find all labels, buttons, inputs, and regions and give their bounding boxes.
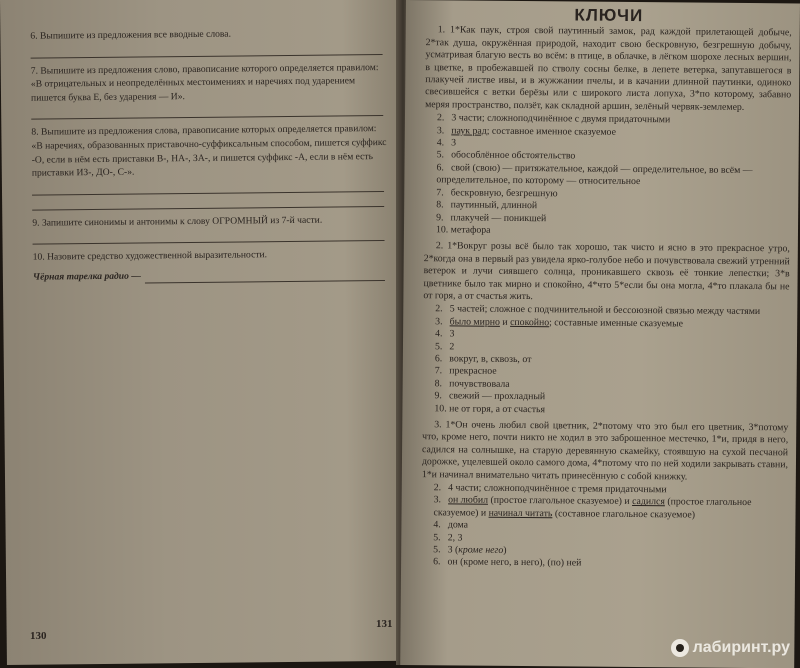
question-text: 10. Назовите средство художественной выразительности. — [32, 249, 268, 264]
answer-set — [424, 25, 792, 240]
answer-item-text: метафора — [450, 224, 491, 236]
answer-rule — [145, 269, 385, 284]
answer-item-number: 3. — [433, 494, 442, 506]
answer-item — [433, 495, 787, 523]
answer-item-number: 5. — [434, 340, 443, 352]
answer-writing-line — [32, 192, 384, 211]
answer-item-number: 5. — [436, 149, 445, 161]
answer-item-number: 6. — [434, 353, 443, 365]
question-block — [31, 61, 390, 121]
question-text: 8. Выпишите из предложения слова, правописание которых определяется правилом: «В наречиях, образованных приставочно-суффиксальным способом, пишется суффикс -О, если в нём есть приставки В-, НА-, ЗА-, и пишется суффикс -А, если в нём есть приставки ИЗ-, ДО-, С-». — [31, 123, 387, 179]
question-text: 9. Запишите синонимы и антонимы к слову ОГРОМНЫЙ из 7-й части. — [32, 214, 323, 229]
answer-item-number: 9. — [434, 390, 442, 402]
answer-item-number: 10. — [435, 224, 449, 236]
answer-item-number: 3. — [435, 316, 443, 328]
answer-item-text: ) — [503, 544, 507, 556]
underlined-predicate: начинал читать — [488, 507, 553, 520]
answer-item-number: 5. — [433, 544, 441, 556]
answer-item-text: (простое глагольное сказуемое) и — [487, 495, 633, 508]
answer-label: Чёрная тарелка радио — — [32, 270, 141, 283]
question-block — [32, 213, 390, 245]
question-block — [31, 122, 390, 210]
labirint-logo-icon — [671, 639, 689, 657]
answer-item-number: 2. — [433, 482, 442, 494]
page-number-left: 130 — [30, 630, 47, 642]
answer-item-text: дома — [447, 519, 469, 531]
answer-sets — [421, 25, 792, 573]
underlined-predicate: паук рад — [451, 125, 487, 137]
answer-item-text: плакучей — поникшей — [450, 211, 547, 224]
answer-item-number: 8. — [434, 378, 443, 390]
answer-item-text: почувствовала — [449, 378, 510, 390]
answer-item-text: паутинный, длинной — [450, 199, 538, 212]
question-text: 7. Выпишите из предложения слово, правописание которого определяется правилом: «В отрицательных и неопределённых местоимениях и наречиях под ударением пишется буква Е, без ударения — И». — [30, 61, 379, 104]
answer-item-text: прекрасное — [449, 365, 497, 378]
question-text: 6. Выпишите из предложения все вводные слова. — [30, 28, 232, 42]
answer-item-text: обособлённое обстоятельство — [451, 149, 576, 162]
answer-item-number: 10. — [434, 402, 447, 414]
answer-item — [436, 224, 790, 239]
page-title: КЛЮЧИ — [574, 5, 644, 26]
answer-item-text: не от горя, а от счастья — [449, 402, 546, 415]
right-page — [400, 0, 800, 668]
answer-item-number: 3. — [436, 124, 445, 136]
question-block — [33, 247, 391, 264]
answer-line-radio — [33, 267, 391, 284]
answer-item-number: 4. — [433, 519, 441, 531]
answer-set — [422, 240, 790, 418]
answer-item-text: ; составное именное сказуемое — [486, 125, 616, 138]
answer-item-text: свежий — прохладный — [448, 390, 546, 403]
answer-item-text: (простое глагольное сказуемое) и — [433, 496, 752, 519]
answer-set — [421, 419, 788, 572]
answer-item-text: ; составные именные сказуемые — [549, 317, 684, 330]
answer-item — [433, 557, 787, 572]
answer-item-text: 4 части; сложноподчинённое с тремя придаточными — [448, 482, 667, 496]
answer-item-text: (составное глагольное сказуемое) — [552, 508, 696, 521]
answer-item-text: 2, 3 — [447, 532, 463, 544]
answer-item-number: 7. — [436, 186, 444, 199]
answer-item-number: 5. — [433, 531, 441, 543]
answer-item-number: 9. — [436, 211, 444, 223]
answer-item-text: 5 частей; сложное с подчинительной и бессоюзной связью между частями — [449, 303, 761, 318]
question-block — [30, 26, 388, 58]
underlined-predicate: он любил — [448, 494, 489, 507]
watermark — [671, 639, 790, 657]
watermark-text: лабиринт.ру — [692, 639, 790, 656]
answer-item-text: 2 — [449, 340, 455, 352]
answer-set-text: 3. 1*Он очень любил свой цветник, 2*потому что это был его цветник, 3*потому что, кроме него, почти никто не ходил в это заброшенное местечко, 1*и, придя в него, садился на солнышке, на старую деревянную скамейку, стоявшую на сухой песчаной дорожке, уцелевшей около самого дома, 4*потому что по ней ходили закрывать ставни, 1*и начинал внимательно читать принесённую с собой книжку. — [421, 419, 789, 483]
page-number-right: 131 — [376, 618, 393, 630]
answer-item-text: и — [499, 316, 511, 328]
answer-item-number: 8. — [436, 199, 444, 211]
answer-item-number: 2. — [436, 112, 445, 124]
answer-item-text: 3 — [451, 137, 457, 149]
answer-item-text: бескровную, безгрешную — [450, 187, 558, 200]
answer-set-text: 1. 1*Как паук, строя свой паутинный замок, рад каждой прилетающей добыче, 2*так душа, окружённая природой, находит свою бескровную, безгрешную добычу, усматривая благую весть во всём: в птице, в облачке, в лёгком шорохе лесных вершин, в цветке, в пробежавшей по стволу сосны белке, в лепете ветерка, запутавшегося в плакучей листве ивы, и в жужжании пчелы, и в качании длинной паутинки, одиноко свесившейся с ветки берёзы или с широкого листа лопуха, 3*по которому, забавно меряя пространство, ползёт, как складной аршин, зелёный червяк-землемер. — [425, 24, 792, 113]
answer-item — [434, 403, 788, 418]
answer-item-number: 4. — [435, 328, 443, 340]
answer-item — [436, 162, 790, 190]
underlined-predicate: спокойно — [510, 316, 550, 329]
answer-item-text: вокруг, в, сквозь, от — [449, 353, 532, 366]
answer-item-text: он (кроме него, в него), (по) ней — [447, 556, 582, 570]
underlined-predicate: садился — [632, 496, 665, 508]
answer-item-number: 6. — [436, 162, 444, 174]
answer-item-number: 2. — [435, 303, 443, 315]
answer-item-text: 3 — [449, 328, 455, 340]
answer-item-number: 6. — [433, 556, 441, 568]
answer-set-text: 2. 1*Вокруг розы всё было так хорошо, так чисто и ясно в это прекрасное утро, 2*когда она в первый раз увидела ярко-голубое небо и почувствовала свежий утренний ветерок и лучи сиявшего солнца, проникавшего сквозь её тонкие лепестки; 3*в цветнике было так мирно и спокойно, 4*что 5*если бы она могла, 4*то плакала бы не от горя, а от счастья жить. — [423, 240, 790, 303]
answer-item-number: 4. — [436, 137, 445, 149]
answer-item-text: 3 части; сложноподчинённое с двумя придаточными — [451, 112, 671, 126]
answer-item-text: свой (свою) — притяжательное, каждой — определительное, во всём — определительное, по которому — относительное — [436, 162, 753, 188]
answer-item-text: кроме него — [458, 544, 504, 556]
underlined-predicate: было мирно — [449, 316, 500, 328]
answer-item-text: 3 ( — [447, 544, 459, 556]
answer-item-number: 7. — [434, 365, 443, 377]
